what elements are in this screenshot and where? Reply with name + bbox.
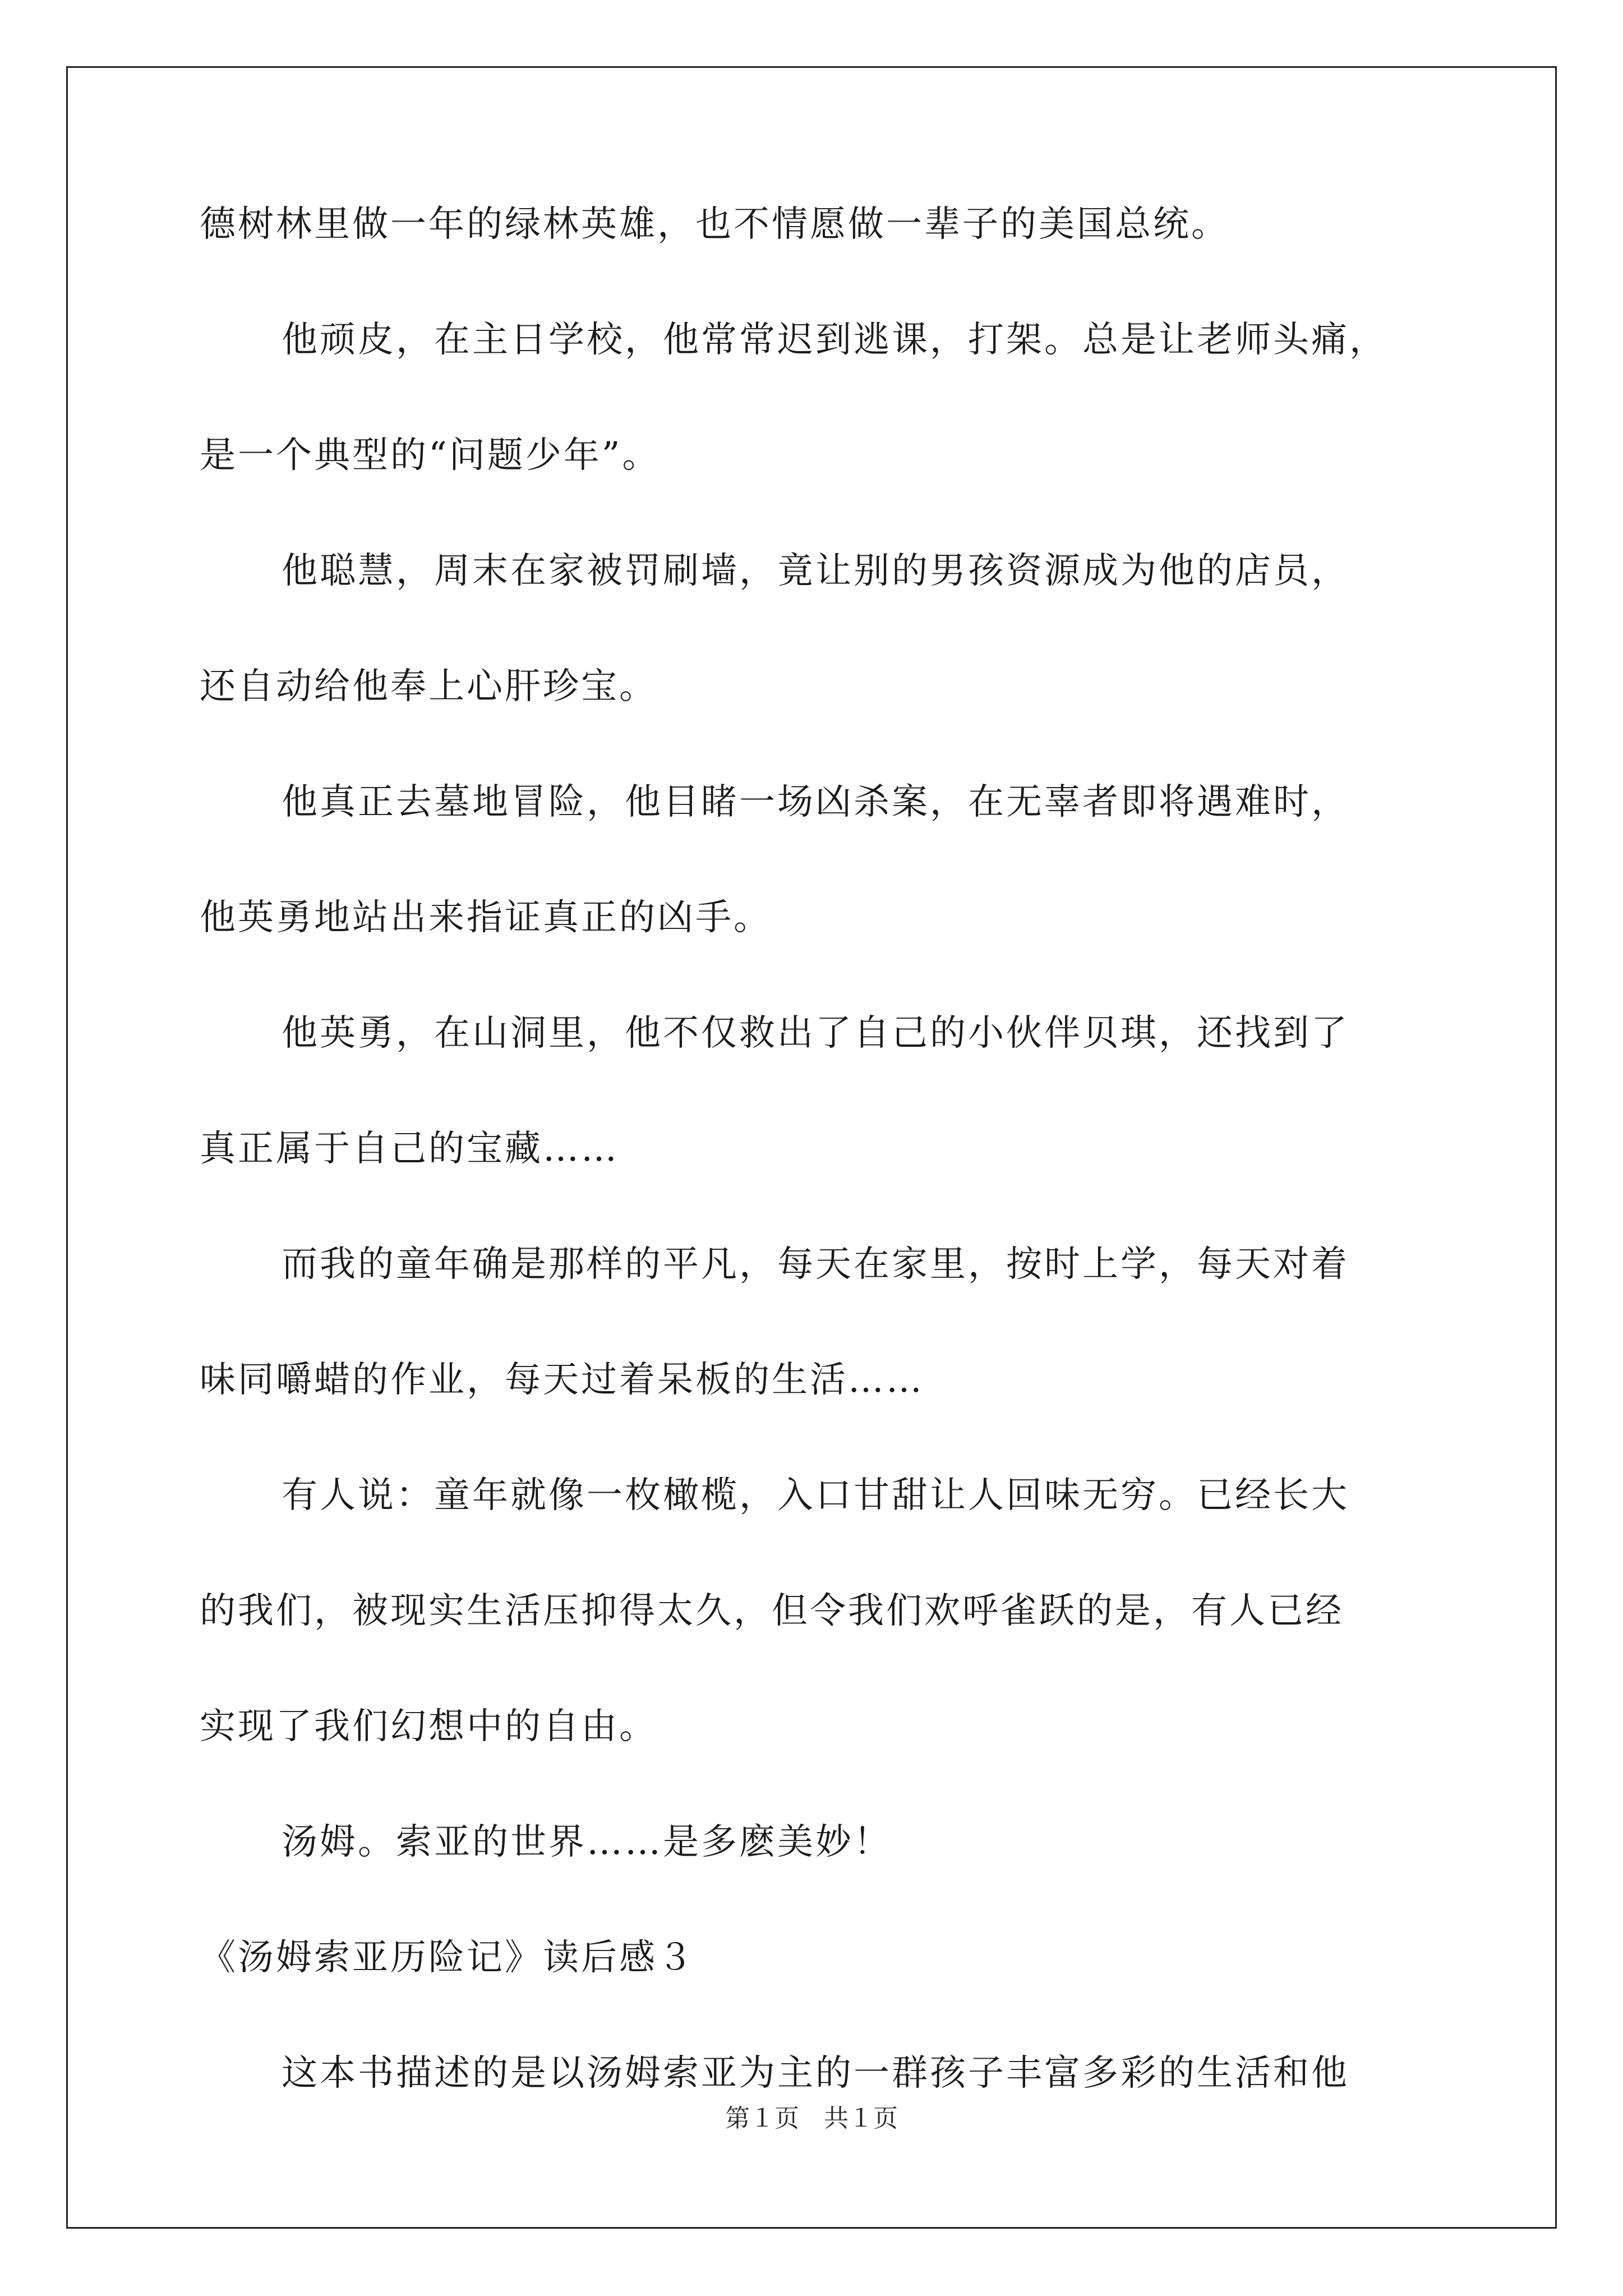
page-footer: 第１页 共１页 [725, 2105, 898, 2132]
paragraph-start: 他真正去墓地冒险，他目睹一场凶杀案，在无辜者即将遇难时， [282, 781, 1349, 823]
paragraph-start: 他聪慧，周末在家被罚刷墙，竟让别的男孩资源成为他的店员， [282, 550, 1349, 592]
text-line: 味同嚼蜡的作业，每天过着呆板的生活…… [200, 1359, 924, 1401]
paragraph-start: 他英勇，在山洞里，他不仅救出了自己的小伙伴贝琪，还找到了 [282, 1013, 1349, 1054]
paragraph-start: 有人说：童年就像一枚橄榄，入口甘甜让人回味无穷。已经长大 [282, 1475, 1349, 1516]
text-line: 是一个典型的“问题少年”。 [200, 435, 661, 476]
paragraph-start: 这本书描述的是以汤姆索亚为主的一群孩子丰富多彩的生活和他 [282, 2053, 1349, 2094]
text-line: 还自动给他奉上心肝珍宝。 [200, 666, 657, 707]
paragraph-start: 而我的童年确是那样的平凡，每天在家里，按时上学，每天对着 [282, 1244, 1349, 1285]
text-line: 实现了我们幻想中的自由。 [200, 1706, 657, 1747]
section-heading: 《汤姆索亚历险记》读后感３ [200, 1937, 695, 1978]
text-line: 的我们，被现实生活压抑得太久，但令我们欢呼雀跃的是，有人已经 [200, 1590, 1344, 1632]
paragraph-start: 他顽皮，在主日学校，他常常迟到逃课，打架。总是让老师头痛， [282, 319, 1387, 361]
text-line: 他英勇地站出来指证真正的凶手。 [200, 897, 772, 938]
text-line: 真正属于自己的宝藏…… [200, 1128, 619, 1170]
text-line: 德树林里做一年的绿林英雄，也不情愿做一辈子的美国总统。 [200, 204, 1229, 245]
document-body [200, 202, 1450, 2096]
paragraph-start: 汤姆。索亚的世界……是多麽美妙！ [282, 1821, 892, 1863]
